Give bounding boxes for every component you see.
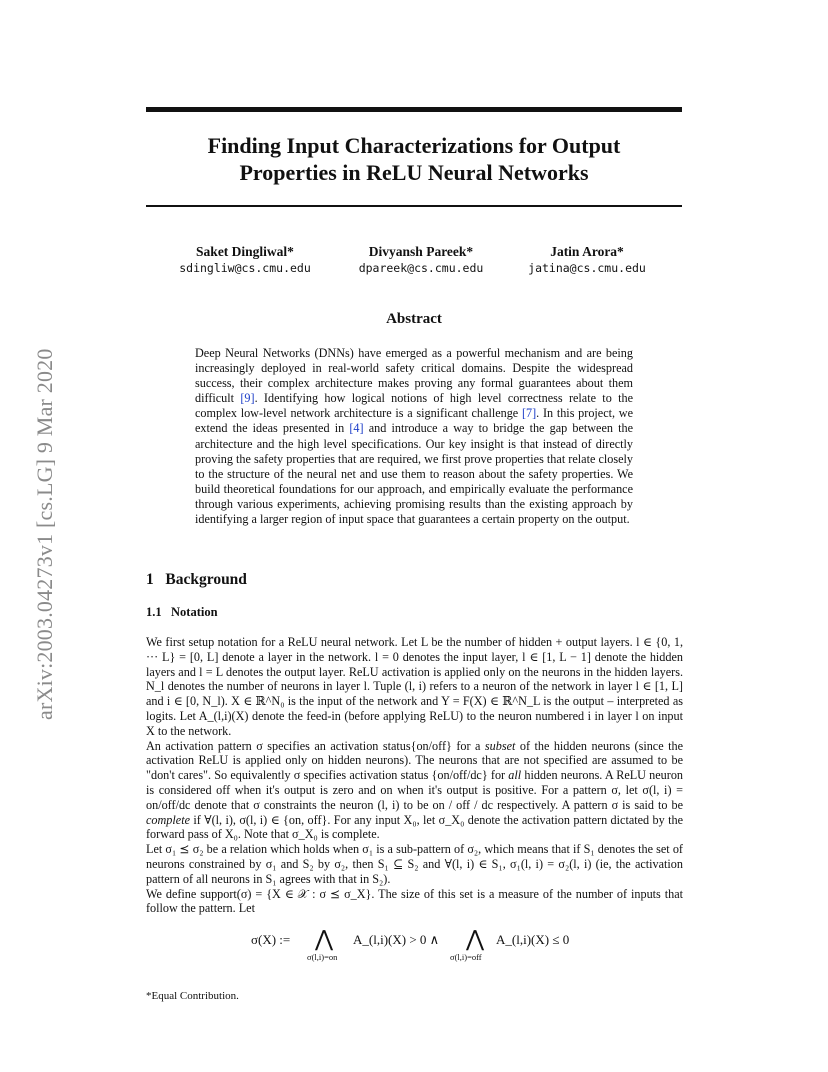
title-bottom-rule bbox=[146, 205, 682, 207]
subsection-heading: 1.1 Notation bbox=[146, 605, 218, 619]
author-1 bbox=[155, 243, 335, 277]
author-2 bbox=[331, 243, 511, 277]
author-email: jatina@cs.cmu.edu bbox=[528, 261, 646, 275]
paragraph-activation-pattern: An activation pattern σ specifies an activation status{on/off} for a subset of the hidden neurons (since the activation ReLU is applied only on hidden neurons). The neurons that are not specified are assumed to be "don't cares". So equivalently σ specifies activation status {on/off/dc} for all hidden neurons. A ReLU neuron is considered off when it's output is zero and on when it's output is positive. For a pattern σ, let σ(l, i) = on/off/dc denote that σ constraints the neuron (l, i) to be on / off / dc respectively. A pattern σ is said to be complete if ∀(l, i), σ(l, i) ∈ {on, off}. For any input X₀, let σ_X₀ denote the activation pattern dictated by the forward pass of X₀. Note that σ_X₀ is complete. bbox=[146, 738, 684, 842]
author-3 bbox=[497, 243, 677, 277]
section-heading: 1 Background bbox=[146, 571, 247, 588]
big-wedge-icon: ⋀ bbox=[315, 926, 334, 951]
abstract-heading: Abstract bbox=[386, 311, 442, 327]
body-text bbox=[146, 635, 683, 916]
equation-term-off: A_(l,i)(X) ≤ 0 bbox=[496, 932, 570, 947]
title-line-1: Finding Input Characterizations for Output bbox=[207, 133, 621, 158]
author-name: Jatin Arora* bbox=[550, 244, 624, 259]
equation-lhs: σ(X) := bbox=[251, 932, 291, 947]
title-top-rule bbox=[146, 107, 682, 112]
citation-link[interactable]: [4] bbox=[349, 421, 364, 436]
paragraph-notation: We first setup notation for a ReLU neural network. Let L be the number of hidden + output layers. l ∈ {0, 1, ··· L} = [0, L] denote a layer in the network. l = 0 denotes the input layer, l ∈ [1, L − 1] denote the hidden layers and l = L denotes the output layer. ReLU activation is applied only on the neurons in the hidden layers. N_l denotes the number of neurons in layer l. Tuple (l, i) refers to a neuron of the network in layer l ∈ [1, L] and i ∈ [0, N_l). X ∈ ℝ^N₀ is the input of the network and Y = F(X) ∈ ℝ^N_L is the output – interpreted as logits. Let A_(l,i)(X) denote the feed-in (before applying ReLU) to the neuron numbered i in layer l on input X to the network. bbox=[146, 635, 683, 738]
author-email: dpareek@cs.cmu.edu bbox=[358, 261, 484, 275]
equation-term-on: A_(l,i)(X) > 0 ∧ bbox=[353, 932, 440, 947]
equation-subscript-on: σ(l,i)=on bbox=[307, 952, 338, 962]
title-line-2: Properties in ReLU Neural Networks bbox=[239, 160, 589, 185]
author-name: Divyansh Pareek* bbox=[368, 244, 474, 259]
author-name: Saket Dingliwal* bbox=[196, 244, 294, 259]
paragraph-sub-pattern: Let σ₁ ⪯ σ₂ be a relation which holds when σ₁ is a sub-pattern of σ₂, which means that if S₁ denotes the set of neurons constrained by σ₁ and S₂ by σ₂, then S₁ ⊆ S₂ and ∀(l, i) ∈ S₁, σ₁(l, i) = σ₂(l, i) (ie, the activation pattern of all neurons in S₁ agrees with that in S₂). bbox=[146, 842, 683, 886]
arxiv-identifier: arXiv:2003.04273v1 [cs.LG] 9 Mar 2020 bbox=[32, 348, 57, 720]
abstract-text: Deep Neural Networks (DNNs) have emerged as a powerful mechanism and are being increasingly deployed in real-world safety critical domains. Despite the widespread success, their complex architecture makes proving any formal guarantees about them difficult [9]. Identifying how logical notions of high level correctness relate to the complex low-level network architecture is a significant challenge [7]. In this project, we extend the ideas presented in [4] and introduce a way to bridge the gap between the architecture and the high level specifications. Our key insight is that instead of directly proving the safety properties that are required, we first prove properties that relate closely to the structure of the neural net and use them to reason about the safety properties. We build theoretical foundations for our approach, and empirically evaluate the performance through various experiments, achieving promising results than the existing approach by identifying a larger region of input space that guarantees a certain property on the output. bbox=[195, 346, 633, 527]
citation-link[interactable]: [9] bbox=[240, 391, 255, 406]
equation-subscript-off: σ(l,i)=off bbox=[450, 952, 482, 962]
paper-title bbox=[146, 132, 682, 186]
paragraph-support: We define support(σ) = {X ∈ 𝒳 : σ ⪯ σ_X}. The size of this set is a measure of the number of inputs that follow the pattern. Let bbox=[146, 886, 683, 916]
equation-sigma bbox=[146, 928, 682, 968]
citation-link[interactable]: [7] bbox=[521, 406, 537, 421]
footnote: *Equal Contribution. bbox=[146, 990, 239, 1002]
author-email: sdingliw@cs.cmu.edu bbox=[179, 261, 311, 275]
big-wedge-icon: ⋀ bbox=[466, 926, 485, 951]
